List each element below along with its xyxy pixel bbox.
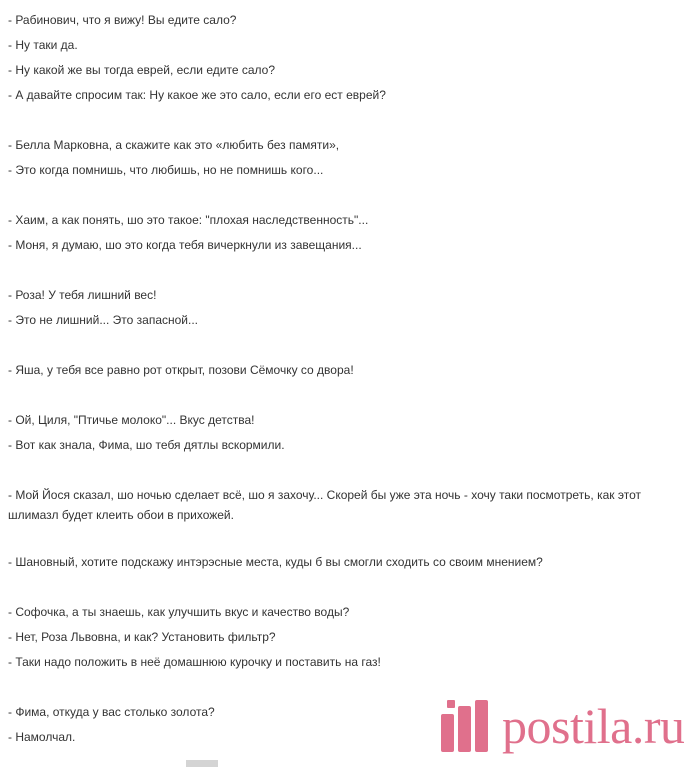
watermark-text: postila.ru <box>502 698 684 754</box>
dialogue-3 <box>8 208 656 258</box>
dialogue-5 <box>8 358 656 383</box>
jokes-text <box>8 8 656 750</box>
dialogue-line: - Белла Марковна, а скажите как это «любить без памяти», <box>8 138 340 152</box>
dialogue-line: - Таки надо положить в неё домашнюю курочку и поставить на газ! <box>8 655 381 669</box>
dialogue-line: - Роза! У тебя лишний вес! <box>8 288 157 302</box>
dialogue-line: - Намолчал. <box>8 730 76 744</box>
dialogue-line: - Ну таки да. <box>8 38 78 52</box>
dialogue-line: - Хаим, а как понять, шо это такое: "плохая наследственность"... <box>8 213 369 227</box>
dialogue-line: - А давайте спросим так: Ну какое же это сало, если его ест еврей? <box>8 88 386 102</box>
dialogue-line: - Ой, Циля, "Птичье молоко"... Вкус детства! <box>8 413 255 427</box>
paragraph-gap <box>8 383 656 408</box>
dialogue-line: - Ну какой же вы тогда еврей, если едите сало? <box>8 63 275 77</box>
dialogue-line: - Это когда помнишь, что любишь, но не помнишь кого... <box>8 163 324 177</box>
scroll-indicator[interactable] <box>186 760 218 767</box>
dialogue-10 <box>8 700 656 750</box>
dialogue-line: - Рабинович, что я вижу! Вы едите сало? <box>8 13 237 27</box>
dialogue-line: - Фима, откуда у вас столько золота? <box>8 705 215 719</box>
dialogue-7 <box>8 483 656 525</box>
dialogue-4 <box>8 283 656 333</box>
dialogue-line: - Вот как знала, Фима, шо тебя дятлы вскормили. <box>8 438 285 452</box>
dialogue-line: - Нет, Роза Львовна, и как? Установить фильтр? <box>8 630 276 644</box>
dialogue-2 <box>8 133 656 183</box>
dialogue-6 <box>8 408 656 458</box>
paragraph-gap <box>8 258 656 283</box>
paragraph-gap <box>8 525 656 550</box>
paragraph-gap <box>8 333 656 358</box>
dialogue-line: - Яша, у тебя все равно рот открыт, позови Сёмочку со двора! <box>8 363 354 377</box>
dialogue-line: - Это не лишний... Это запасной... <box>8 313 199 327</box>
paragraph-gap <box>8 108 656 133</box>
dialogue-line: - Софочка, а ты знаешь, как улучшить вкус и качество воды? <box>8 605 350 619</box>
paragraph-gap <box>8 183 656 208</box>
paragraph-gap <box>8 675 656 700</box>
dialogue-line: - Моня, я думаю, шо это когда тебя вичеркнули из завещания... <box>8 238 362 252</box>
dialogue-9 <box>8 600 656 675</box>
dialogue-1 <box>8 8 656 108</box>
paragraph-gap <box>8 458 656 483</box>
dialogue-line: - Шановный, хотите подскажу интэрэсные места, куды б вы смогли сходить со своим мнением? <box>8 555 543 569</box>
paragraph-gap <box>8 575 656 600</box>
dialogue-line: - Мой Йося сказал, шо ночью сделает всё, шо я захочу... Скорей бы уже эта ночь - хочу таки посмотреть, как этот шлимазл будет клеить обои в прихожей. <box>8 488 641 522</box>
dialogue-8 <box>8 550 656 575</box>
